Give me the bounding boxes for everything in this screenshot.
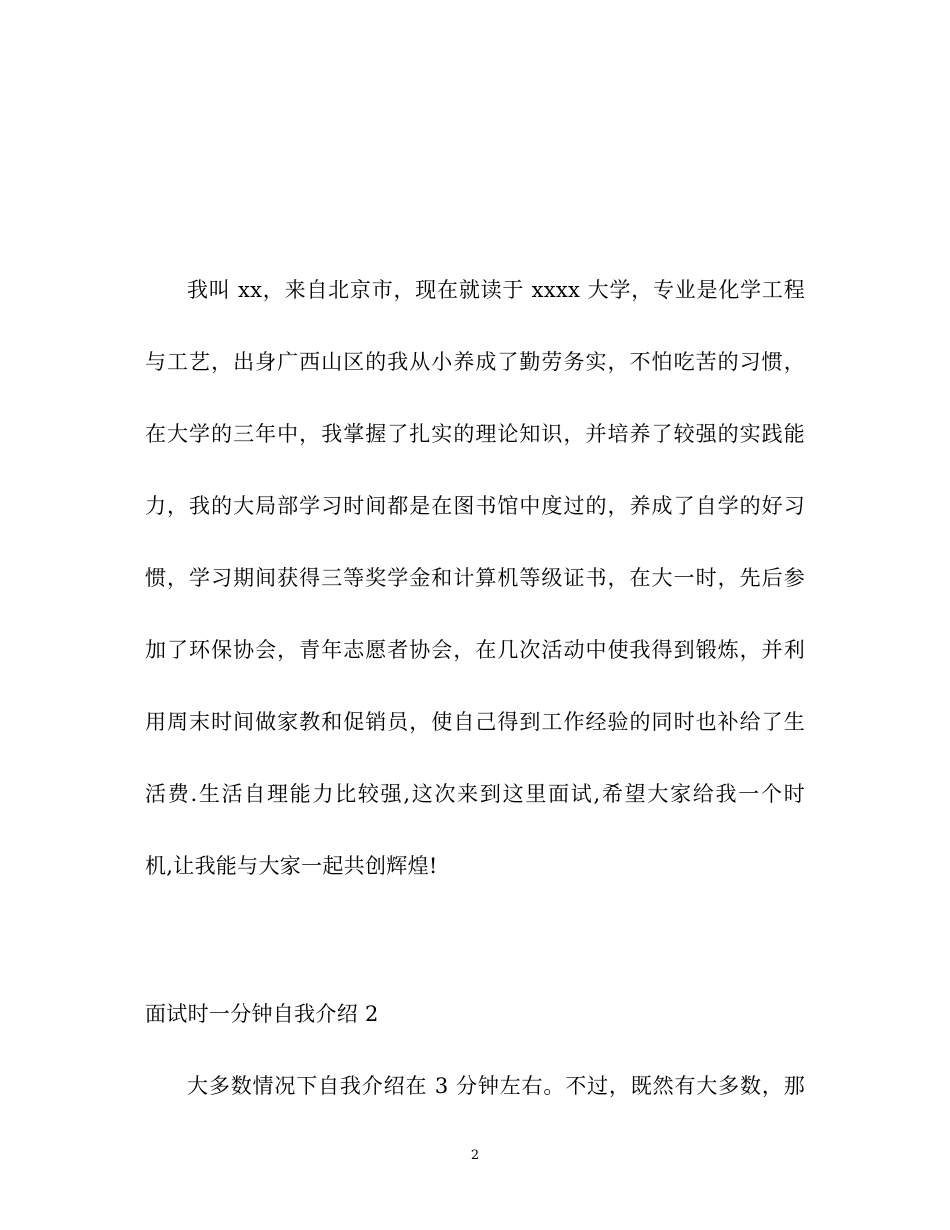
paragraph-1-line-5: 惯，学习期间获得三等奖学金和计算机等级证书，在大一时，先后参 — [145, 566, 805, 590]
paragraph-1-line-3: 在大学的三年中，我掌握了扎实的理论知识，并培养了较强的实践能 — [145, 422, 805, 446]
paragraph-1-line-4: 力，我的大局部学习时间都是在图书馆中度过的，养成了自学的好习 — [145, 494, 805, 518]
paragraph-1-line-6: 加了环保协会，青年志愿者协会，在几次活动中使我得到锻炼，并利 — [145, 638, 805, 662]
paragraph-1-line-8: 活费.生活自理能力比较强,这次来到这里面试,希望大家给我一个时 — [145, 782, 805, 806]
paragraph-1-line-1: 我叫 xx，来自北京市，现在就读于 xxxx 大学，专业是化学工程 — [187, 278, 805, 302]
paragraph-1-line-7: 用周末时间做家教和促销员，使自己得到工作经验的同时也补给了生 — [145, 710, 805, 734]
paragraph-1-line-9: 机,让我能与大家一起共创辉煌! — [145, 854, 438, 878]
page-number: 2 — [470, 1148, 480, 1163]
paragraph-1-line-2: 与工艺，出身广西山区的我从小养成了勤劳务实，不怕吃苦的习惯， — [145, 350, 805, 374]
paragraph-2-line-1: 大多数情况下自我介绍在 3 分钟左右。不过，既然有大多数，那 — [187, 1074, 805, 1098]
section-heading: 面试时一分钟自我介绍 2 — [145, 1002, 379, 1026]
